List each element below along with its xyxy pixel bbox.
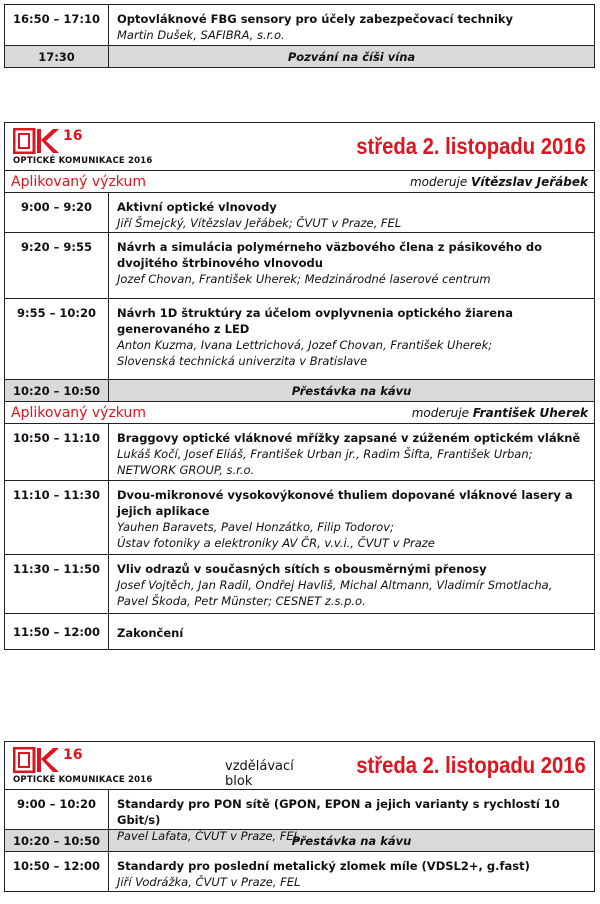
talk-authors: Pavel Lafata, ČVUT v Praze, FEL: [117, 829, 301, 843]
talk-title: Vliv odrazů v současných sítích s obousměrnými přenosy: [117, 562, 487, 576]
talk-cell: [109, 424, 594, 480]
table-row: [5, 423, 594, 480]
time-slot: 10:20 – 10:50: [5, 380, 109, 401]
banner: [5, 742, 594, 789]
talk-affiliation: NETWORK GROUP, s.r.o.: [117, 463, 255, 477]
talk-authors: Lukáš Kočí, Josef Eliáš, František Urban jr., Radim Šifta, František Urban;: [117, 447, 533, 461]
time-slot: 10:50 – 12:00: [5, 852, 109, 891]
moderator-prefix: moderuje: [411, 405, 473, 420]
talk-title: Standardy pro poslední metalický zlomek míle (VDSL2+, g.fast): [117, 859, 530, 873]
talk-cell: [109, 193, 594, 232]
section-header: [5, 170, 594, 192]
talk-authors: Jozef Chovan, František Uherek; Medzinárodné laserové centrum: [117, 272, 491, 286]
table-row: [5, 5, 594, 45]
logo-number: 16: [63, 127, 83, 144]
time-slot: 11:50 – 12:00: [5, 614, 109, 649]
moderator-prefix: moderuje: [409, 174, 472, 189]
block-label: vzdělávací blok: [225, 758, 294, 789]
talk-cell: [109, 852, 594, 891]
logo-subtitle: OPTICKÉ KOMUNIKACE 2016: [13, 155, 153, 166]
talk-title: Aktivní optické vlnovody: [117, 200, 277, 214]
talk-authors: Josef Vojtěch, Jan Radil, Ondřej Havliš, Michal Altmann, Vladimír Smotlacha,: [117, 578, 553, 592]
event-label: Přestávka na kávu: [291, 384, 412, 398]
event-label: Přestávka na kávu: [291, 834, 412, 848]
talk-affiliation: Pavel Škoda, Petr Münster; CESNET z.s.p.o.: [117, 594, 366, 608]
talk-authors: Jiří Šmejcký, Vítězslav Jeřábek; ČVUT v Praze, FEL: [117, 216, 402, 230]
talk-cell: [109, 614, 594, 649]
time-slot: 17:30: [5, 46, 109, 67]
moderator: [412, 406, 588, 420]
table-row: [5, 480, 594, 554]
table-row: [5, 829, 594, 851]
talk-title: Standardy pro PON sítě (GPON, EPON a jejich varianty s rychlostí 10 Gbit/s): [117, 797, 560, 827]
talk-cell: [109, 299, 594, 379]
talk-authors: Yauhen Baravets, Pavel Honzátko, Filip Todorov;: [117, 520, 394, 534]
table-row: [5, 613, 594, 649]
talk-authors: Martin Dušek, SAFIBRA, s.r.o.: [117, 28, 285, 42]
banner: [5, 123, 594, 170]
moderator: [410, 175, 588, 189]
section-title: Aplikovaný výzkum: [11, 173, 146, 190]
talk-cell: [109, 233, 594, 298]
section-header: [5, 401, 594, 423]
time-slot: 11:10 – 11:30: [5, 481, 109, 554]
time-slot: 9:00 – 9:20: [5, 193, 109, 232]
table-row: [5, 232, 594, 298]
table-row: [5, 298, 594, 379]
talk-affiliation: Slovenská technická univerzita v Bratislave: [117, 354, 368, 368]
talk-title: Návrh a simulácia polymérneho väzbového člena z pásikového do dvojitého štrbinového vlnovodu: [117, 240, 543, 270]
conference-logo: [13, 128, 195, 166]
day-date: středa 2. listopadu 2016: [356, 133, 586, 159]
event-label: Pozvání na číši vína: [287, 50, 416, 64]
talk-authors: Jiří Vodrážka, ČVUT v Praze, FEL: [117, 875, 301, 889]
time-slot: 11:30 – 11:50: [5, 555, 109, 613]
day-date: středa 2. listopadu 2016: [356, 752, 586, 778]
schedule-table-day2: [4, 741, 595, 892]
talk-title: Dvou-mikronové vysokovýkonové thuliem dopované vláknové lasery a jejich aplikace: [117, 488, 573, 518]
time-slot: 10:50 – 11:10: [5, 424, 109, 480]
section-title: Aplikovaný výzkum: [11, 404, 146, 421]
talk-title: Zakončení: [117, 625, 184, 640]
ok-logo-icon: [13, 128, 61, 154]
table-row: [5, 379, 594, 401]
conference-logo: [13, 747, 195, 785]
ok-logo-icon: [13, 747, 61, 773]
table-row: [5, 554, 594, 613]
logo-number: 16: [63, 746, 83, 763]
talk-affiliation: Ústav fotoniky a elektroniky AV ČR, v.v.i., ČVUT v Praze: [117, 536, 435, 550]
talk-cell: [109, 555, 594, 613]
schedule-table-day1: [4, 122, 595, 650]
table-row: [5, 45, 594, 67]
talk-title: Braggovy optické vláknové mřížky zapsané v zúženém optickém vlákně: [117, 431, 581, 445]
time-slot: 16:50 – 17:10: [5, 5, 109, 45]
schedule-table-top: [4, 4, 595, 68]
time-slot: 9:20 – 9:55: [5, 233, 109, 298]
moderator-name: Vítězslav Jeřábek: [471, 174, 588, 189]
moderator-name: František Uherek: [472, 405, 588, 420]
table-row: [5, 192, 594, 232]
time-slot: 9:00 – 10:20: [5, 790, 109, 829]
talk-cell: [109, 481, 594, 554]
table-row: [5, 851, 594, 891]
time-slot: 9:55 – 10:20: [5, 299, 109, 379]
talk-title: Návrh 1D štruktúry za účelom ovplyvnenia optického žiarena generovaného z LED: [117, 306, 513, 336]
talk-authors: Anton Kuzma, Ivana Lettrichová, Jozef Chovan, František Uherek;: [117, 338, 493, 352]
time-slot: 10:20 – 10:50: [5, 830, 109, 851]
talk-title: Optovláknové FBG sensory pro účely zabezpečovací techniky: [117, 12, 514, 26]
logo-subtitle: OPTICKÉ KOMUNIKACE 2016: [13, 774, 153, 785]
talk-cell: [109, 5, 594, 45]
